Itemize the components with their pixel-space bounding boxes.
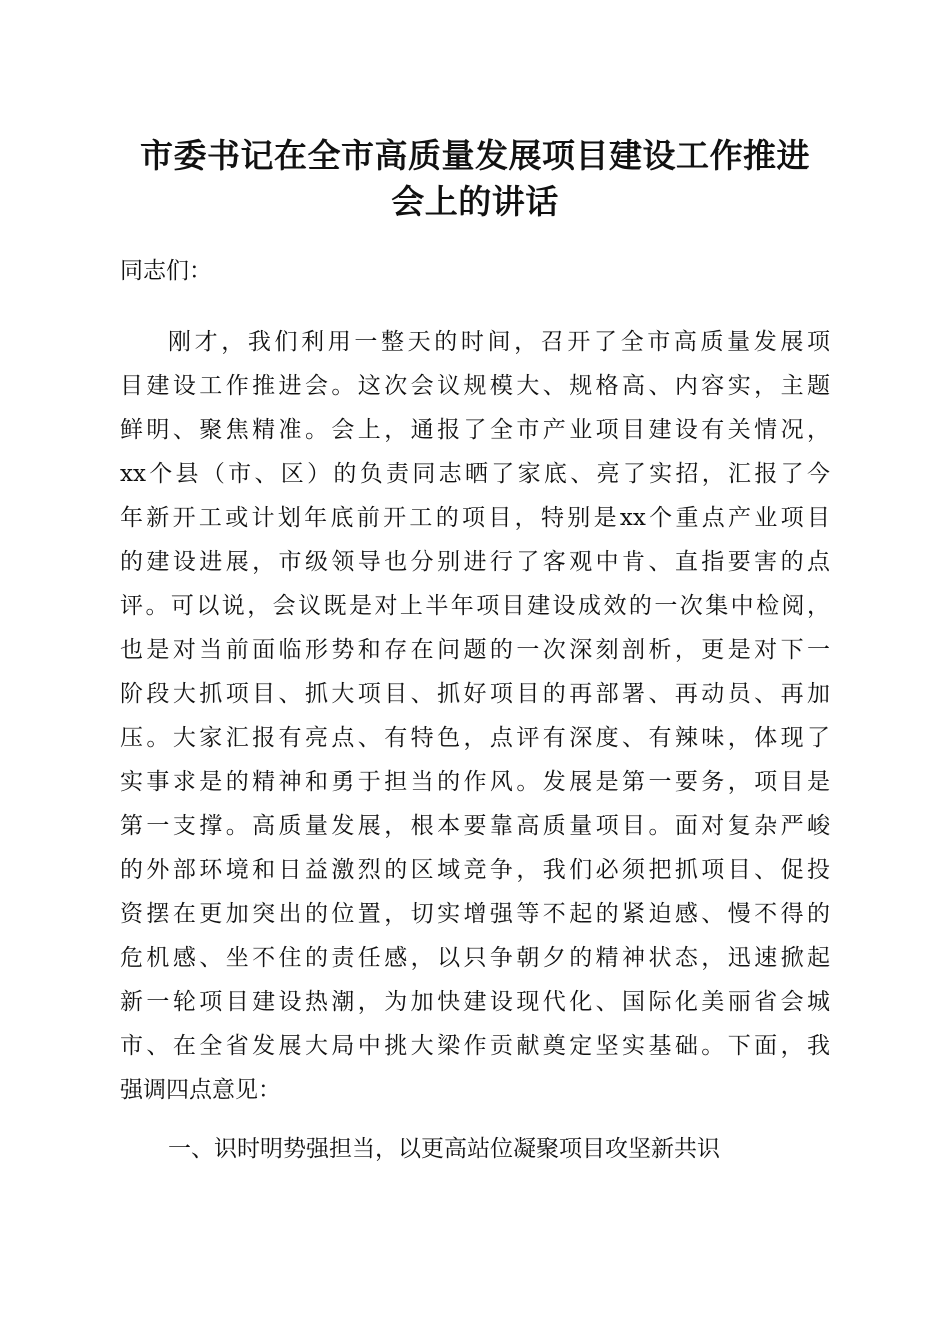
paragraph-line: 新一轮项目建设热潮，为加快建设现代化、国际化美丽省会城 (120, 989, 830, 1015)
title-line: 会上的讲话 (391, 182, 559, 221)
paragraph-line: 的建设进展，市级领导也分别进行了客观中肯、直指要害的点 (120, 549, 830, 575)
paragraph-line: 刚才，我们利用一整天的时间，召开了全市高质量发展项 (168, 329, 830, 355)
paragraph-line: 的外部环境和日益激烈的区域竞争，我们必须把抓项目、促投 (120, 857, 830, 883)
paragraph-line: 目建设工作推进会。这次会议规模大、规格高、内容实，主题 (120, 373, 830, 399)
paragraph-line: 压。大家汇报有亮点、有特色，点评有深度、有辣味，体现了 (120, 725, 830, 751)
paragraph-line: 强调四点意见： (120, 1077, 281, 1103)
paragraph-line: 评。可以说，会议既是对上半年项目建设成效的一次集中检阅， (120, 593, 830, 619)
paragraph-line: 鲜明、聚焦精准。会上，通报了全市产业项目建设有关情况， (120, 417, 830, 443)
paragraph-line: 第一支撑。高质量发展，根本要靠高质量项目。面对复杂严峻 (120, 813, 830, 839)
paragraph-line: 市、在全省发展大局中挑大梁作贡献奠定坚实基础。下面，我 (120, 1033, 830, 1059)
body-paragraph (120, 320, 830, 1112)
title-line: 市委书记在全市高质量发展项目建设工作推进 (140, 136, 810, 175)
paragraph-line: 资摆在更加突出的位置，切实增强等不起的紧迫感、慢不得的 (120, 901, 830, 927)
salutation: 同志们： (120, 258, 212, 284)
paragraph-line: xx个县（市、区）的负责同志晒了家底、亮了实招，汇报了今 (120, 461, 830, 487)
document-title (100, 133, 850, 225)
paragraph-line: 年新开工或计划年底前开工的项目，特别是xx个重点产业项目 (120, 505, 830, 531)
paragraph-line: 实事求是的精神和勇于担当的作风。发展是第一要务，项目是 (120, 769, 830, 795)
paragraph-line: 阶段大抓项目、抓大项目、抓好项目的再部署、再动员、再加 (120, 681, 830, 707)
paragraph-line: 危机感、坐不住的责任感，以只争朝夕的精神状态，迅速掀起 (120, 945, 830, 971)
section-heading-1: 一、识时明势强担当，以更高站位凝聚项目攻坚新共识 (168, 1136, 720, 1162)
paragraph-line: 也是对当前面临形势和存在问题的一次深刻剖析，更是对下一 (120, 637, 830, 663)
